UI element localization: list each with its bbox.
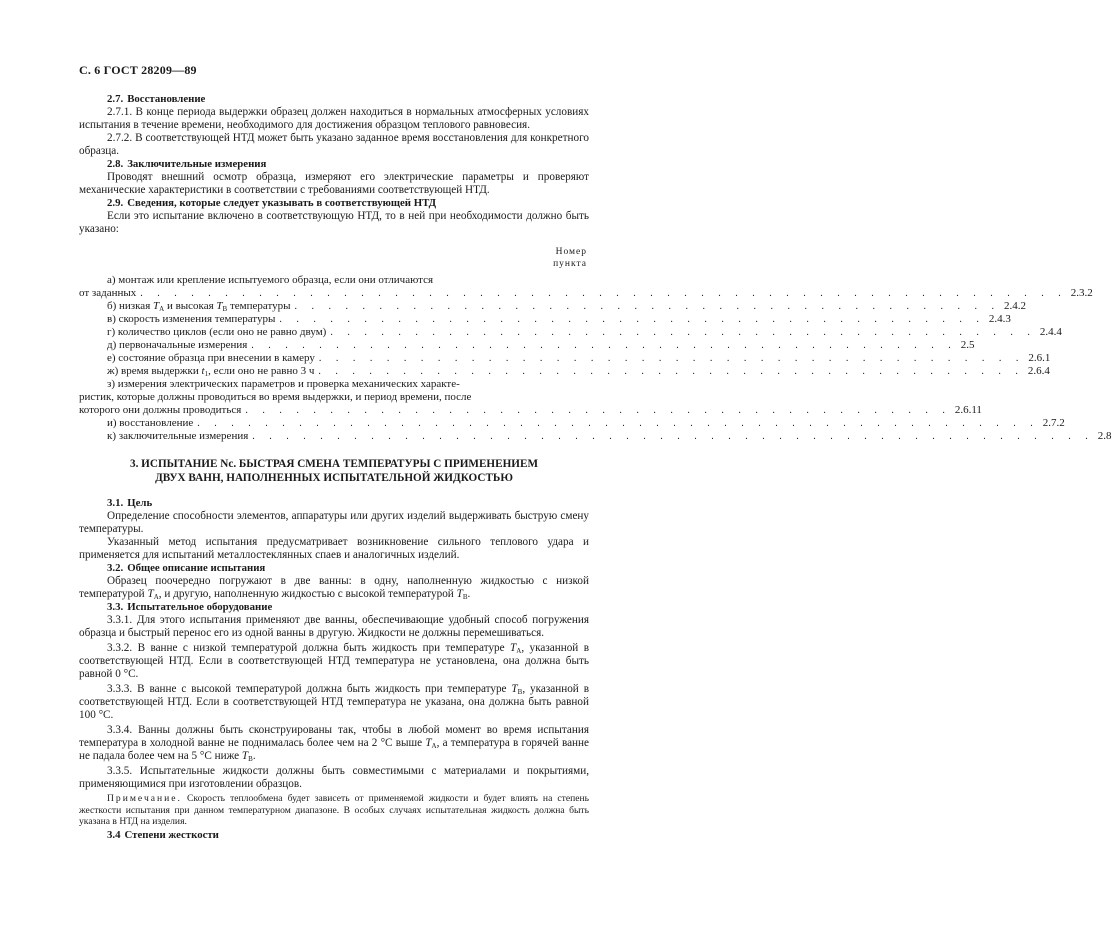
dot-leader: . . . . . . . . . . . . . . . . . . . . . . . . . . . . . . . . . . . . . . . . . . . . . . . . . . . . . . . [140, 288, 1067, 299]
dot-leader: . . . . . . . . . . . . . . . . . . . . . . . . . . . . . . . . . . . . . . . . . . [318, 366, 1024, 377]
dot-leader: . . . . . . . . . . . . . . . . . . . . . . . . . . . . . . . . . . . . . . . . . . . . . . . . . . [252, 431, 1094, 442]
paragraph-2-9: Если это испытание включено в соответствующую НТД, то в ней при необходимости должно быть указано: [79, 210, 589, 235]
list-item-i: и) восстановление . . . . . . . . . . . . . . . . . . . . . . . . . . . . . . . . . . . . . . . . . . . . . . . . . . 2.7.2 [107, 417, 1065, 429]
list-item-zh: ж) время выдержки $t_1$, если оно не равно 3 ч . . . . . . . . . . . . . . . . . . . . . . . . . . . . . . . . . . . . . . . . . . 2.6.4 [107, 365, 1050, 378]
section-heading-2-7: 2.7. Восстановление [107, 93, 206, 105]
paragraph-3-3-4: 3.3.4. Ванны должны быть сконструированы так, чтобы в любой момент во время испытания температура в холодной ванне не поднималась более чем на 2 °С выше $T_А$, а температура в горячей ванне не падала более чем на 5 °С ниже $T_В$. [79, 724, 589, 763]
paragraph-3-3-2: 3.3.2. В ванне с низкой температурой должна быть жидкость при температуре $T_А$, указанной в соответствующей НТД. Если в соответствующей НТД температура не установлена, она должна быть равной 0 °С. [79, 642, 589, 680]
paragraph-2-7-2: 2.7.2. В соответствующей НТД может быть указано заданное время восстановления для конкретного образца. [79, 132, 589, 157]
paragraph-2-7-1: 2.7.1. В конце периода выдержки образец должен находиться в нормальных атмосферных условиях испытания в течение времени, необходимого для достижения образцом теплового равновесия. [79, 106, 589, 131]
dot-leader: . . . . . . . . . . . . . . . . . . . . . . . . . . . . . . . . . . . . . . . . . . [318, 353, 1025, 364]
list-item-b: б) низкая $T_А$ и высокая $T_В$ температуры . . . . . . . . . . . . . . . . . . . . . . . . . . . . . . . . . . . . . . . . . . 2.4.2 [107, 300, 1027, 313]
list-item-z: которого они должны проводиться . . . . . . . . . . . . . . . . . . . . . . . . . . . . . . . . . . . . . . . . . . 2.6.11 [79, 404, 982, 416]
page-content [79, 93, 1112, 842]
list-item-k: к) заключительные измерения . . . . . . . . . . . . . . . . . . . . . . . . . . . . . . . . . . . . . . . . . . . . . . . . . . 2.8 [107, 430, 1112, 442]
note-label: Примечание. [107, 793, 182, 804]
requirements-list [79, 274, 1112, 443]
dot-leader: . . . . . . . . . . . . . . . . . . . . . . . . . . . . . . . . . . . . . . . . . . [279, 314, 985, 325]
dot-leader: . . . . . . . . . . . . . . . . . . . . . . . . . . . . . . . . . . . . . . . . . . [330, 327, 1036, 338]
paragraph-3-1-b: Указанный метод испытания предусматривает возникновение сильного теплового удара и применяется для испытаний металлостеклянных спаев и аналогичных изделий. [79, 536, 589, 561]
section-heading-3-2: 3.2. Общее описание испытания [107, 562, 266, 574]
list-item-d: д) первоначальные измерения . . . . . . . . . . . . . . . . . . . . . . . . . . . . . . . . . . . . . . . . . . 2.5 [107, 339, 975, 351]
dot-leader: . . . . . . . . . . . . . . . . . . . . . . . . . . . . . . . . . . . . . . . . . . [245, 405, 951, 416]
section-heading-3-1: 3.1. Цель [107, 497, 153, 509]
list-item-e: е) состояние образца при внесении в камеру . . . . . . . . . . . . . . . . . . . . . . . . . . . . . . . . . . . . . . . . . . 2.6.1 [107, 352, 1051, 364]
page-header: С. 6 ГОСТ 28209—89 [79, 63, 197, 77]
list-item-a-line1: а) монтаж или крепление испытуемого образца, если они отличаются [107, 274, 434, 286]
list-item-g: г) количество циклов (если оно не равно двум) . . . . . . . . . . . . . . . . . . . . . . . . . . . . . . . . . . . . . . . . . . 2.4.4 [107, 326, 1062, 338]
section-heading-2-9: 2.9. Сведения, которые следует указывать в соответствующей НТД [107, 197, 437, 209]
section-heading-3-4: 3.4 Степени жесткости [107, 828, 219, 841]
paragraph-3-2: Образец поочередно погружают в две ванны: в одну, наполненную жидкостью с низкой температурой $T_А$, и другую, наполненную жидкостью с высокой температурой $T_В$. [79, 575, 589, 601]
list-item-v: в) скорость изменения температуры . . . . . . . . . . . . . . . . . . . . . . . . . . . . . . . . . . . . . . . . . . 2.4.3 [107, 313, 1011, 325]
section-title-3: 3. ИСПЫТАНИЕ Nc. БЫСТРАЯ СМЕНА ТЕМПЕРАТУРЫ С ПРИМЕНЕНИЕМ ДВУХ ВАНН, НАПОЛНЕННЫХ ИСПЫТАТЕЛЬНОЙ ЖИДКОСТЬЮ [129, 458, 539, 484]
dot-leader: . . . . . . . . . . . . . . . . . . . . . . . . . . . . . . . . . . . . . . . . . . [294, 301, 1001, 312]
list-item-a: от заданных . . . . . . . . . . . . . . . . . . . . . . . . . . . . . . . . . . . . . . . . . . . . . . . . . . . . . . . 2.3.2 [79, 287, 1093, 299]
paragraph-3-3-5: 3.3.5. Испытательные жидкости должны быть совместимыми с материалами и покрытиями, применяющимися при изготовлении образцов. [79, 765, 589, 790]
paragraph-2-8: Проводят внешний осмотр образца, измеряют его электрические параметры и проверяют механические характеристики в соответствии с требованиями соответствующей НТД. [79, 171, 589, 196]
list-item-z-line1: з) измерения электрических параметров и проверка механических характе- [107, 378, 460, 390]
section-heading-2-8: 2.8. Заключительные измерения [107, 158, 267, 170]
paragraph-3-1-a: Определение способности элементов, аппаратуры или других изделий выдерживать быструю смену температуры. [79, 510, 589, 535]
list-item-z-line2: ристик, которые должны проводиться во время выдержки, и период времени, после [79, 391, 472, 403]
column-label: Номер пункта [553, 247, 587, 269]
paragraph-3-3-1: 3.3.1. Для этого испытания применяют две ванны, обеспечивающие удобный способ погружения образца и быстрый перенос его из одной ванны в другую. Жидкости не должны перемешиваться. [79, 614, 589, 639]
dot-leader: . . . . . . . . . . . . . . . . . . . . . . . . . . . . . . . . . . . . . . . . . . . . . . . . . . [197, 418, 1039, 429]
dot-leader: . . . . . . . . . . . . . . . . . . . . . . . . . . . . . . . . . . . . . . . . . . [251, 340, 957, 351]
note: Примечание. Скорость теплообмена будет зависеть от применяемой жидкости и будет влиять на степень жесткости испытания при данном температурном диапазоне. В особых случаях испытательная жидкость должна быть указана в НТД на изделия. [79, 793, 589, 827]
paragraph-3-3-3: 3.3.3. В ванне с высокой температурой должна быть жидкость при температуре $T_В$, указанной в соответствующей НТД. Если в соответствующей НТД температура не указана, она должна быть равной 100 °С. [79, 683, 589, 721]
section-heading-3-3: 3.3. Испытательное оборудование [107, 601, 273, 613]
